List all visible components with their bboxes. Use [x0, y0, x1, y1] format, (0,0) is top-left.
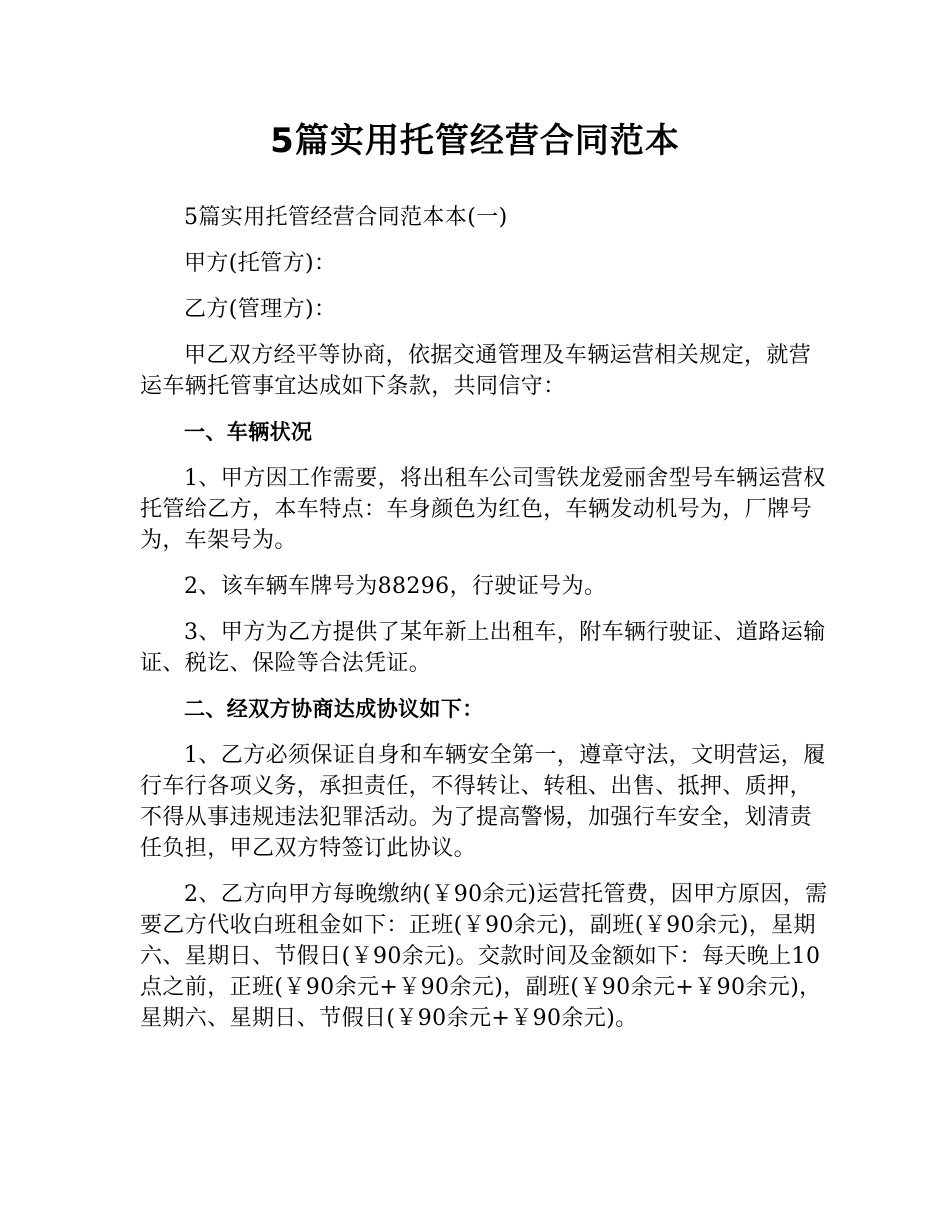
clause-paragraph: 2、乙方向甲方每晚缴纳(￥90余元)运营托管费，因甲方原因，需要乙方代收白班租金如下：正班(￥90余元)，副班(￥90余元)，星期六、星期日、节假日(￥90余元)。交款时间及金额如下：每天晚上10点之前，正班(￥90余元+￥90余元)，副班(￥90余元+￥90余元)，星期六、星期日、节假日(￥90余元+￥90余元)。 — [140, 882, 828, 1031]
document-title: 5篇实用托管经营合同范本 — [270, 121, 680, 161]
clause-paragraph: 2、该车辆车牌号为88296，行驶证号为。 — [184, 574, 607, 599]
party-a-line: 甲方(托管方)： — [184, 251, 337, 276]
section-heading-vehicle: 一、车辆状况 — [184, 420, 313, 444]
document-body — [140, 202, 828, 1049]
clause-paragraph: 1、甲方因工作需要，将出租车公司雪铁龙爱丽舍型号车辆运营权托管给乙方，本车特点：车身颜色为红色，车辆发动机号为，厂牌号为，车架号为。 — [140, 466, 826, 553]
section-heading-agreement: 二、经双方协商达成协议如下： — [184, 697, 484, 721]
party-b-line: 乙方(管理方)： — [184, 297, 337, 322]
clause-paragraph: 1、乙方必须保证自身和车辆安全第一，遵章守法，文明营运，履行车行各项义务，承担责任，不得转让、转租、出售、抵押、质押，不得从事违规违法犯罪活动。为了提高警惕，加强行车安全，划清责任负担，甲乙双方特签订此协议。 — [140, 743, 826, 861]
intro-paragraph: 甲乙双方经平等协商，依据交通管理及车辆运营相关规定，就营运车辆托管事宜达成如下条款，共同信守： — [140, 343, 812, 399]
clause-paragraph: 3、甲方为乙方提供了某年新上出租车，附车辆行驶证、道路运输证、税讫、保险等合法凭证。 — [140, 620, 826, 676]
subtitle-paragraph: 5篇实用托管经营合同范本本(一) — [184, 205, 508, 230]
